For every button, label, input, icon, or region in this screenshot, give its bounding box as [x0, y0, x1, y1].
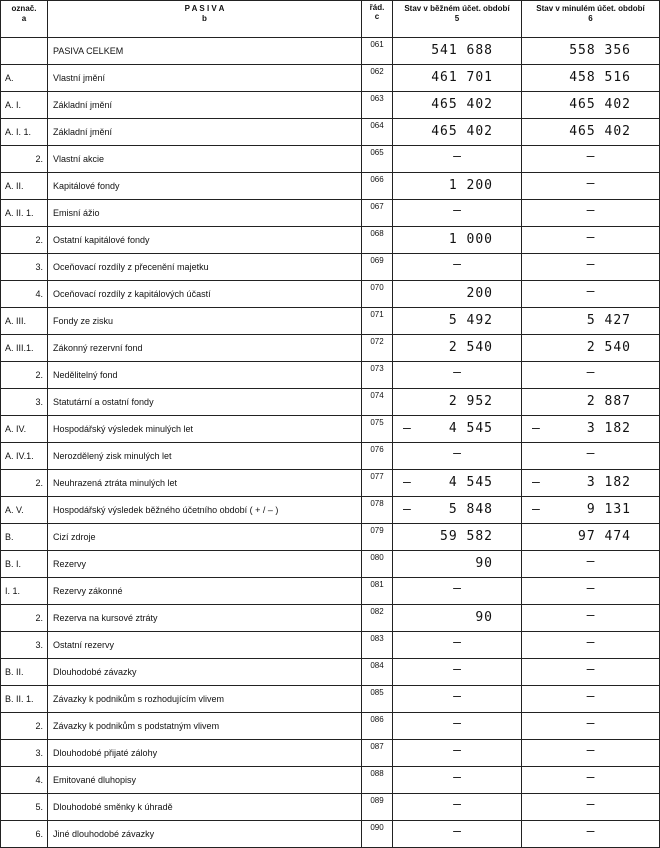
table-row [1, 659, 660, 686]
previous-period-value [522, 173, 660, 200]
previous-period-value [522, 470, 660, 497]
previous-period-value [522, 362, 660, 389]
row-label: Nerozdělený zisk minulých let [48, 443, 362, 470]
amount: – [453, 581, 461, 596]
table-row [1, 470, 660, 497]
amount: – [586, 743, 595, 758]
amount: 2 887 [586, 394, 631, 409]
row-label: Jiné dlouhodobé závazky [48, 821, 362, 848]
row-mark: A. IV.1. [1, 443, 48, 470]
amount: 2 952 [448, 394, 493, 409]
amount: 59 582 [440, 529, 493, 544]
row-label: Základní jmění [48, 119, 362, 146]
current-period-value [393, 794, 522, 821]
header-mark [1, 1, 48, 38]
row-mark: 4. [1, 767, 48, 794]
row-label: Oceňovací rozdíly z přecenění majetku [48, 254, 362, 281]
amount: – [453, 743, 461, 758]
amount: 2 540 [586, 340, 631, 355]
amount: 90 [475, 556, 493, 571]
table-row [1, 416, 660, 443]
row-mark: A. III.1. [1, 335, 48, 362]
amount: – [453, 365, 461, 380]
current-period-value [393, 524, 522, 551]
previous-period-value [522, 281, 660, 308]
row-code: 078 [362, 497, 393, 524]
amount: 9 131 [586, 502, 631, 517]
amount: – [586, 824, 595, 839]
current-period-value [393, 227, 522, 254]
current-period-value [393, 416, 522, 443]
row-code: 088 [362, 767, 393, 794]
row-code: 067 [362, 200, 393, 227]
amount: – [586, 716, 595, 731]
header-pasiva-text: P A S I V A [184, 4, 225, 13]
row-mark: A. [1, 65, 48, 92]
row-mark: A. I. [1, 92, 48, 119]
row-mark: 3. [1, 632, 48, 659]
previous-period-value [522, 38, 660, 65]
previous-period-value [522, 92, 660, 119]
row-mark: 2. [1, 605, 48, 632]
row-label: Závazky k podnikům s rozhodujícím vlivem [48, 686, 362, 713]
amount: 465 402 [569, 97, 631, 112]
table-row [1, 497, 660, 524]
row-label: Hospodářský výsledek běžného účetního období ( + / – ) [48, 497, 362, 524]
amount: – [453, 689, 461, 704]
header-row-number-sub: c [374, 12, 380, 21]
table-row [1, 605, 660, 632]
minus-sign: – [403, 475, 411, 490]
amount: 3 182 [586, 475, 631, 490]
row-mark: 6. [1, 821, 48, 848]
row-code: 084 [362, 659, 393, 686]
previous-period-value [522, 119, 660, 146]
amount: – [453, 446, 461, 461]
previous-period-value [522, 443, 660, 470]
current-period-value [393, 173, 522, 200]
row-mark: 2. [1, 470, 48, 497]
row-label: Neuhrazená ztráta minulých let [48, 470, 362, 497]
row-label: Rezerva na kursové ztráty [48, 605, 362, 632]
table-row [1, 200, 660, 227]
table-row [1, 767, 660, 794]
previous-period-value [522, 254, 660, 281]
previous-period-value [522, 578, 660, 605]
row-code: 064 [362, 119, 393, 146]
row-code: 071 [362, 308, 393, 335]
row-mark: A. I. 1. [1, 119, 48, 146]
row-label: Dlouhodobé přijaté zálohy [48, 740, 362, 767]
row-label: Oceňovací rozdíly z kapitálových účastí [48, 281, 362, 308]
amount: – [586, 581, 595, 596]
row-code: 085 [362, 686, 393, 713]
header-current-period-sub: 5 [454, 14, 460, 23]
amount: – [586, 176, 595, 191]
current-period-value [393, 497, 522, 524]
header-mark-sub: a [21, 14, 27, 23]
current-period-value [393, 146, 522, 173]
amount: – [453, 203, 461, 218]
row-code: 077 [362, 470, 393, 497]
amount: 200 [466, 286, 493, 301]
previous-period-value [522, 632, 660, 659]
current-period-value [393, 443, 522, 470]
previous-period-value [522, 416, 660, 443]
table-row [1, 119, 660, 146]
row-label: Základní jmění [48, 92, 362, 119]
header-row-number-text: řád. [369, 3, 385, 12]
minus-sign: – [532, 475, 540, 490]
table-row [1, 92, 660, 119]
header-current-period-text: Stav v běžném účet. období [404, 4, 510, 13]
table-row [1, 821, 660, 848]
row-mark: A. IV. [1, 416, 48, 443]
row-code: 074 [362, 389, 393, 416]
amount: 465 402 [431, 124, 493, 139]
header-pasiva [48, 1, 362, 38]
row-label: Nedělitelný fond [48, 362, 362, 389]
current-period-value [393, 605, 522, 632]
current-period-value [393, 740, 522, 767]
previous-period-value [522, 794, 660, 821]
current-period-value [393, 38, 522, 65]
row-mark: 2. [1, 146, 48, 173]
current-period-value [393, 389, 522, 416]
row-label: Vlastní akcie [48, 146, 362, 173]
row-mark: A. V. [1, 497, 48, 524]
row-label: Statutární a ostatní fondy [48, 389, 362, 416]
amount: 4 545 [448, 475, 493, 490]
current-period-value [393, 767, 522, 794]
table-row [1, 227, 660, 254]
row-code: 089 [362, 794, 393, 821]
table-row [1, 632, 660, 659]
row-code: 075 [362, 416, 393, 443]
previous-period-value [522, 524, 660, 551]
amount: 4 545 [448, 421, 493, 436]
row-label: Emitované dluhopisy [48, 767, 362, 794]
table-row [1, 281, 660, 308]
minus-sign: – [403, 421, 411, 436]
amount: – [586, 257, 595, 272]
row-code: 079 [362, 524, 393, 551]
amount: – [453, 149, 461, 164]
current-period-value [393, 551, 522, 578]
row-mark: I. 1. [1, 578, 48, 605]
row-label: Ostatní kapitálové fondy [48, 227, 362, 254]
amount: – [586, 689, 595, 704]
table-row [1, 254, 660, 281]
table-row [1, 578, 660, 605]
header-pasiva-sub: b [202, 14, 207, 23]
row-mark: 5. [1, 794, 48, 821]
amount: 90 [475, 610, 493, 625]
row-code: 086 [362, 713, 393, 740]
amount: 1 200 [448, 178, 493, 193]
row-label: Dlouhodobé závazky [48, 659, 362, 686]
table-row [1, 524, 660, 551]
current-period-value [393, 119, 522, 146]
current-period-value [393, 632, 522, 659]
current-period-value [393, 578, 522, 605]
previous-period-value [522, 686, 660, 713]
amount: – [586, 635, 595, 650]
row-mark: A. II. 1. [1, 200, 48, 227]
minus-sign: – [403, 502, 411, 517]
table-row [1, 65, 660, 92]
row-mark [1, 38, 48, 65]
amount: – [586, 446, 595, 461]
amount: 461 701 [431, 70, 493, 85]
amount: 465 402 [569, 124, 631, 139]
amount: 541 688 [431, 43, 493, 58]
row-code: 082 [362, 605, 393, 632]
previous-period-value [522, 821, 660, 848]
table-row [1, 38, 660, 65]
amount: – [586, 797, 595, 812]
table-row [1, 362, 660, 389]
minus-sign: – [532, 421, 540, 436]
previous-period-value [522, 200, 660, 227]
header-previous-period-sub: 6 [588, 14, 593, 23]
previous-period-value [522, 335, 660, 362]
amount: – [586, 203, 595, 218]
amount: – [586, 554, 595, 569]
row-code: 072 [362, 335, 393, 362]
table-row [1, 686, 660, 713]
table-row [1, 389, 660, 416]
row-label: Fondy ze zisku [48, 308, 362, 335]
amount: 1 000 [448, 232, 493, 247]
minus-sign: – [532, 502, 540, 517]
row-code: 066 [362, 173, 393, 200]
current-period-value [393, 254, 522, 281]
amount: – [453, 635, 461, 650]
amount: 3 182 [586, 421, 631, 436]
table-row [1, 146, 660, 173]
previous-period-value [522, 605, 660, 632]
row-code: 083 [362, 632, 393, 659]
row-label: Dlouhodobé směnky k úhradě [48, 794, 362, 821]
row-code: 061 [362, 38, 393, 65]
current-period-value [393, 713, 522, 740]
table-row [1, 308, 660, 335]
row-label: PASIVA CELKEM [48, 38, 362, 65]
row-label: Cizí zdroje [48, 524, 362, 551]
row-mark: 3. [1, 389, 48, 416]
current-period-value [393, 362, 522, 389]
row-code: 087 [362, 740, 393, 767]
amount: – [586, 230, 595, 245]
row-label: Ostatní rezervy [48, 632, 362, 659]
row-mark: B. [1, 524, 48, 551]
previous-period-value [522, 497, 660, 524]
amount: – [586, 284, 595, 299]
current-period-value [393, 335, 522, 362]
previous-period-value [522, 551, 660, 578]
previous-period-value [522, 389, 660, 416]
amount: – [586, 149, 595, 164]
current-period-value [393, 200, 522, 227]
row-code: 073 [362, 362, 393, 389]
amount: – [586, 770, 595, 785]
row-mark: 2. [1, 713, 48, 740]
table-row [1, 173, 660, 200]
table-row [1, 443, 660, 470]
row-mark: B. I. [1, 551, 48, 578]
table-header [1, 1, 660, 38]
row-code: 090 [362, 821, 393, 848]
row-label: Zákonný rezervní fond [48, 335, 362, 362]
row-mark: A. II. [1, 173, 48, 200]
row-mark: 4. [1, 281, 48, 308]
amount: 97 474 [578, 529, 631, 544]
current-period-value [393, 470, 522, 497]
amount: 5 427 [586, 313, 631, 328]
header-mark-text: označ. [11, 4, 37, 13]
row-label: Závazky k podnikům s podstatným vlivem [48, 713, 362, 740]
amount: 465 402 [431, 97, 493, 112]
row-label: Rezervy [48, 551, 362, 578]
row-mark: A. III. [1, 308, 48, 335]
amount: – [453, 770, 461, 785]
row-mark: 2. [1, 227, 48, 254]
previous-period-value [522, 308, 660, 335]
row-label: Kapitálové fondy [48, 173, 362, 200]
previous-period-value [522, 65, 660, 92]
header-row-number [362, 1, 393, 38]
current-period-value [393, 821, 522, 848]
amount: 2 540 [448, 340, 493, 355]
amount: – [586, 608, 595, 623]
previous-period-value [522, 767, 660, 794]
row-mark: 3. [1, 254, 48, 281]
row-mark: 2. [1, 362, 48, 389]
amount: 558 356 [569, 43, 631, 58]
current-period-value [393, 281, 522, 308]
row-label: Rezervy zákonné [48, 578, 362, 605]
current-period-value [393, 92, 522, 119]
previous-period-value [522, 227, 660, 254]
amount: – [453, 797, 461, 812]
previous-period-value [522, 713, 660, 740]
current-period-value [393, 65, 522, 92]
table-row [1, 740, 660, 767]
amount: 5 848 [448, 502, 493, 517]
row-label: Emisní ážio [48, 200, 362, 227]
row-label: Hospodářský výsledek minulých let [48, 416, 362, 443]
row-code: 081 [362, 578, 393, 605]
previous-period-value [522, 146, 660, 173]
row-code: 062 [362, 65, 393, 92]
amount: 5 492 [448, 313, 493, 328]
previous-period-value [522, 740, 660, 767]
table-row [1, 551, 660, 578]
header-current-period [393, 1, 522, 38]
current-period-value [393, 659, 522, 686]
amount: – [453, 716, 461, 731]
previous-period-value [522, 659, 660, 686]
amount: 458 516 [569, 70, 631, 85]
row-code: 065 [362, 146, 393, 173]
header-previous-period [522, 1, 660, 38]
table-row [1, 335, 660, 362]
row-code: 063 [362, 92, 393, 119]
amount: – [586, 662, 595, 677]
amount: – [453, 824, 461, 839]
amount: – [453, 662, 461, 677]
row-mark: 3. [1, 740, 48, 767]
current-period-value [393, 308, 522, 335]
table-row [1, 713, 660, 740]
amount: – [453, 257, 461, 272]
row-mark: B. II. [1, 659, 48, 686]
header-previous-period-text: Stav v minulém účet. období [536, 4, 645, 13]
table-row [1, 794, 660, 821]
row-code: 070 [362, 281, 393, 308]
amount: – [586, 365, 595, 380]
row-code: 069 [362, 254, 393, 281]
row-code: 080 [362, 551, 393, 578]
row-code: 068 [362, 227, 393, 254]
row-mark: B. II. 1. [1, 686, 48, 713]
row-label: Vlastní jmění [48, 65, 362, 92]
row-code: 076 [362, 443, 393, 470]
current-period-value [393, 686, 522, 713]
